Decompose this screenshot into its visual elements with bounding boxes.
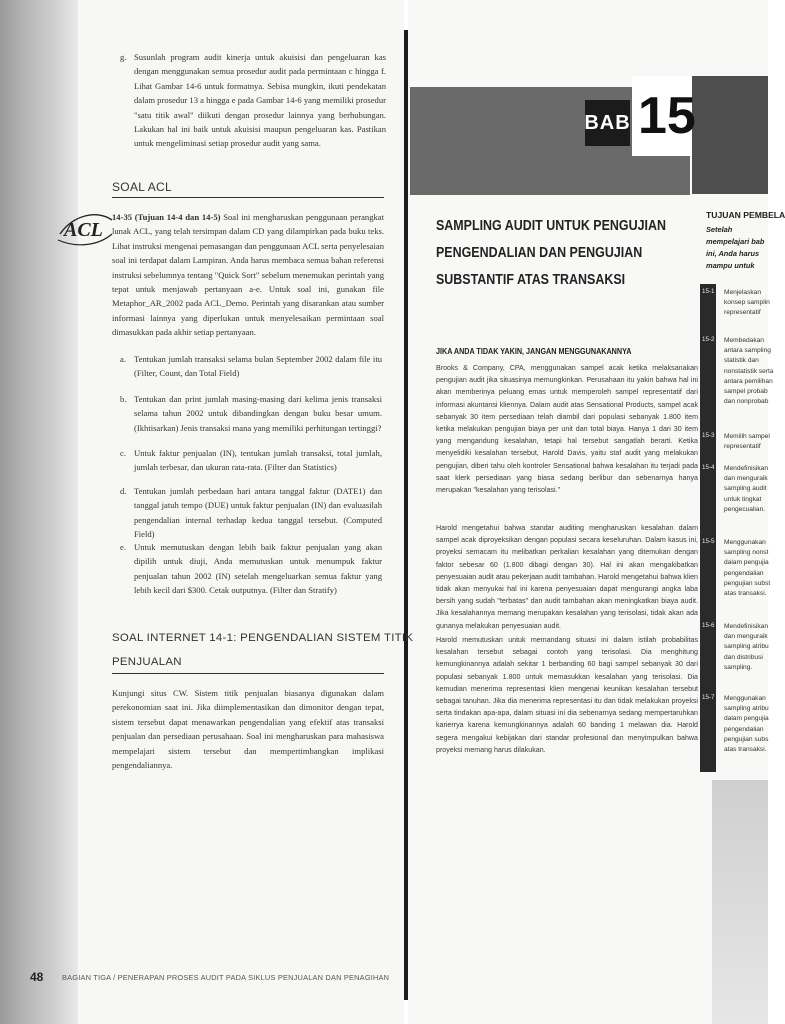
objective-line: statistik dan <box>724 357 759 365</box>
acl-logo-icon <box>54 204 116 252</box>
item-text: Tentukan jumlah perbedaan hari antara tanggal faktur (DATE1) dan tanggal jatuh tempo (DUE) untuk faktur penjualan (IN) dan evaluasilah pengendalian internal terhadap kedua tanggal tersebut. (Computed Field) <box>134 486 382 540</box>
objective-code: 15-4 <box>702 464 715 471</box>
objective-line: Membedakan <box>724 337 764 344</box>
objective-text <box>724 694 768 755</box>
objective-line: Menggunakan <box>724 539 766 546</box>
item-text: Tentukan dan print jumlah masing-masing dari kelima jenis transaksi selama tahun 2002 untuk dibandingkan dengan buku besar umum. (Ikhtisarkan) Jenis transaksi mana yang memiliki perhitungan tertinggi? <box>134 394 382 433</box>
objectives-title: TUJUAN PEMBELA <box>706 210 785 220</box>
internet-paragraph: Kunjungi situs CW. Sistem titik penjualan biasanya digunakan dalam perekonomian saat ini. Jika diimplementasikan dan dimonitor dengan tepat, sistem tersebut dapat menawarkan pengendalian yang efektif atas transaksi penjualan dan persediaan perusahaan. Soal ini mengharuskan para mahasiswa mempelajari sistem tersebut dan mempertimbangkan implikasi pengendaliannya. <box>112 688 384 771</box>
objective-code: 15-3 <box>702 432 715 439</box>
acl-item-a <box>120 352 382 381</box>
objective-code: 15-2 <box>702 336 715 343</box>
objective-line: atas transaksi. <box>724 590 767 598</box>
objective-code: 15-6 <box>702 622 715 629</box>
chapter-band-right <box>692 76 768 194</box>
objective-line: pengendalian <box>724 725 764 733</box>
item-marker: b. <box>120 394 127 404</box>
objective-code: 15-5 <box>702 538 715 545</box>
acl-item-e <box>120 540 382 598</box>
case-paragraph-3: Harold memutuskan untuk memandang situasi ini dalam istilah probabilitas kesalahan tersebut sebagai contoh yang terisolasi. Dia menghitung kemungkinannya adalah sekitar 1 berbanding 60 bagi sampel sebanyak 30 dari populasi sebanyak 1.800 untuk memasukkan kesalahan yang terisolasi. Dia kemudian menerima representasi klien mengenai keunikan kesalahan tersebut sebagai tanuhan. Jika dia menerima representasi itu dan tidak melakukan proyeksi serta tindakan apa-apa, dalam situasi ini dia sebenarnya sedang mempertaruhkan karierrya karena kemungkinannya adalah 60 banding 1 melawan dia. Harold segera mengakui kebijakan dari standar profesional dan menyimpulkan bahwa proyeksi memang harus dilakukan. <box>436 636 698 754</box>
acl-item-b <box>120 392 382 435</box>
objective-line: sampling. <box>724 663 753 671</box>
objective-line: dan nonprobab <box>724 398 769 406</box>
objective-line: dan menguraik <box>724 633 768 641</box>
running-head: BAGIAN TIGA / PENERAPAN PROSES AUDIT PADA SIKLUS PENJUALAN DAN PENAGIHAN <box>62 973 390 982</box>
scan-shadow-right <box>712 780 768 1024</box>
objective-line: pengecualian. <box>724 505 766 513</box>
objective-line: antara sampling <box>724 347 771 355</box>
objective-line: Mendefinisikan <box>724 465 768 472</box>
section-heading-soal-acl: SOAL ACL <box>112 180 172 194</box>
chapter-number: 15 <box>638 87 696 145</box>
objective-line: sampling atribu <box>724 705 769 713</box>
objective-code: 15-7 <box>702 694 715 701</box>
acl-intro-text: Soal ini mengharuskan penggunaan perangkat lunak ACL, yang telah tersimpan dalam CD yang dilampirkan pada buku teks. Lihat instruksi mengenai pemasangan dan penggunaan ACL serta penyelesaian soal ini terdapat dalam Lampiran. Anda harus membaca semua bahan referensi instruksi sebelumnya tentang "Quick Sort" sebelum menemukan perintah yang tepat untuk menjawab pertanyaan a-e. Untuk soal ini, gunakan file Metaphor_AR_2002 pada ACL_Demo. Perintah yang disarankan atau sumber informasi lainnya yang diperlukan untuk menyelesaikan permintaan soal dimasukkan pada akhir setiap pertanyaan. <box>112 212 384 338</box>
problem-number: 14-35 (Tujuan 14-4 dan 14-5) <box>112 212 221 222</box>
objective-line: dan distribusi <box>724 653 763 661</box>
acl-intro-paragraph <box>112 210 384 340</box>
item-marker: a. <box>120 354 126 364</box>
chapter-label: BAB <box>585 100 630 146</box>
objective-text <box>724 538 771 599</box>
objective-line: sampling nonst <box>724 549 769 557</box>
objective-line: pengujian subst <box>724 579 771 587</box>
objective-line: nonstatistik serta <box>724 367 774 375</box>
objective-line: sampel probab <box>724 388 768 396</box>
case-subheading: JIKA ANDA TIDAK YAKIN, JANGAN MENGGUNAKANNYA <box>436 346 632 356</box>
objective-line: representatif <box>724 309 761 317</box>
item-marker: e. <box>120 542 126 552</box>
page-number: 48 <box>30 970 44 984</box>
chapter-title-line: SAMPLING AUDIT UNTUK PENGUJIAN <box>436 217 666 234</box>
objective-line: Memilih sampel <box>724 433 770 440</box>
problem-item-g <box>120 50 386 151</box>
objective-line: konsep samplin <box>724 299 770 307</box>
objective-line: antara pemilihan <box>724 377 773 385</box>
item-marker: c. <box>120 448 126 458</box>
objective-line: dalam pengujia <box>724 715 769 723</box>
section-heading-soal-internet: SOAL INTERNET 14-1: PENGENDALIAN SISTEM TITIK <box>112 632 414 644</box>
item-text: Tentukan jumlah transaksi selama bulan September 2002 dalam file itu (Filter, Count, dan Total Field) <box>134 354 382 379</box>
objective-text <box>724 622 768 673</box>
objective-line: untuk tingkat <box>724 495 762 503</box>
objective-text <box>724 464 768 515</box>
objective-text <box>724 336 774 407</box>
objective-line: sampling atribu <box>724 643 769 651</box>
objective-text <box>724 288 768 319</box>
section-rule <box>112 673 384 674</box>
objective-line: representatif <box>724 443 761 451</box>
objective-line: dan menguraik <box>724 475 768 483</box>
section-rule <box>112 197 384 198</box>
item-marker: g. <box>120 52 127 62</box>
objective-code: 15-1 <box>702 288 715 295</box>
item-text: Untuk memutuskan dengan lebih baik faktur penjualan yang akan dipilih untuk diuji, Anda memutuskan untuk menumpuk faktur penjualan tahun 2002 (IN) setelah mengeluarkan semua faktur yang lebih kecil dari $300. Cetak outputnya. (Filter dan Stratify) <box>134 542 382 596</box>
section-heading-soal-internet-line2: PENJUALAN <box>112 656 182 668</box>
item-text: Untuk faktur penjualan (IN), tentukan jumlah transaksi, total jumlah, jumlah terbesar, dan ukuran rata-rata. (Filter dan Statistics) <box>134 448 382 473</box>
objective-line: Menggunakan <box>724 695 766 702</box>
objective-text <box>724 432 768 452</box>
objectives-intro: Setelah mempelajari bab ini, Anda harus mampu untuk <box>706 225 765 270</box>
scan-shadow-left <box>0 0 78 1024</box>
case-paragraph-1: Brooks & Company, CPA, menggunakan sampel acak ketika melaksanakan pengujian audit jika situasinya memungkinkan. Perusahaan itu yakin bahwa hal ini akan memberinya peluang emas untuk memperoleh sampel representatif dari informasi akuntansi kliennya. Dalam audit atas Sensational Products, sampel acak sebanyak 30 item persediaan telah diambil dari populasi sebanyak 1.800 item ketika melakukan pengujian biaya per unit dan total biaya. Hanya 1 dari 30 item yang mengandung kesalahan, tetapi hal tersebut sangatlah berarti. Ketika menyelidiki kesalahan tersebut, Harold Davis, yaitu staf audit yang melakukan pengujian, diberi tahu oleh kontroler Sensational bahwa kesalahan itu terjadi pada saat klerk persediaan yang biasa sedang berlibur dan sebenarnya hanya merupakan "kesalahan yang terisolasi." <box>436 364 698 495</box>
objective-line: sampling audit <box>724 485 767 493</box>
acl-item-c <box>120 446 382 475</box>
acl-item-d <box>120 484 382 542</box>
objective-line: atas transaksi. <box>724 746 767 754</box>
objective-line: pengujian subs <box>724 735 769 743</box>
objective-line: dalam pengujia <box>724 559 769 567</box>
chapter-title-line: PENGENDALIAN DAN PENGUJIAN <box>436 244 643 261</box>
acl-logo-text: ACL <box>64 219 103 241</box>
item-marker: d. <box>120 486 127 496</box>
case-paragraph-2: Harold mengetahui bahwa standar auditing mengharuskan kesalahan dalam sampel acak diproyeksikan dengan populasi secara keseluruhan. Dalam kasus ini, proyeksi semacam itu melibatkan perkalian kesalahan yang ditemukan dengan faktor sebesar 60 (1.800 dibagi dengan 30). Hal ini akan mengakibatkan penyesuaian audit atau pekerjaan audit tambahan. Harold mengetahui bahwa klien tidak akan menyukai hal ini karena penyesuaian dapat mengurangi angka laba bersih yang sudah "terbatas" dan audit tambahan akan meningkatkan biaya audit. Jika kesalahannya memang merupakan kesalahan yang terisolasi, tidak akan ada gunanya melakukan penyesuaian audit. <box>436 524 698 630</box>
chapter-title <box>436 212 666 293</box>
item-text: Susunlah program audit kinerja untuk akuisisi dan pengeluaran kas dengan menggunakan semua prosedur audit pada permintaan c hingga f. Lihat Gambar 14-6 untuk formatnya. Sebisa mungkin, ikuti pendekatan dalam prosedur 13 a hingga e pada Gambar 14-6 yang memiliki prosedur "satu titik awal" diikuti dengan prosedur lainnya yang berhubungan. Lakukan hal ini baik untuk akuisisi maupun pengeluaran kas. Pastikan untuk mengeliminasi setiap prosedur audit yang sama. <box>134 52 386 149</box>
objective-line: Mendefinisikan <box>724 623 768 630</box>
chapter-title-line: SUBSTANTIF ATAS TRANSAKSI <box>436 271 626 288</box>
objective-line: Menjelaskan <box>724 289 762 296</box>
objective-line: pengendalian <box>724 569 764 577</box>
